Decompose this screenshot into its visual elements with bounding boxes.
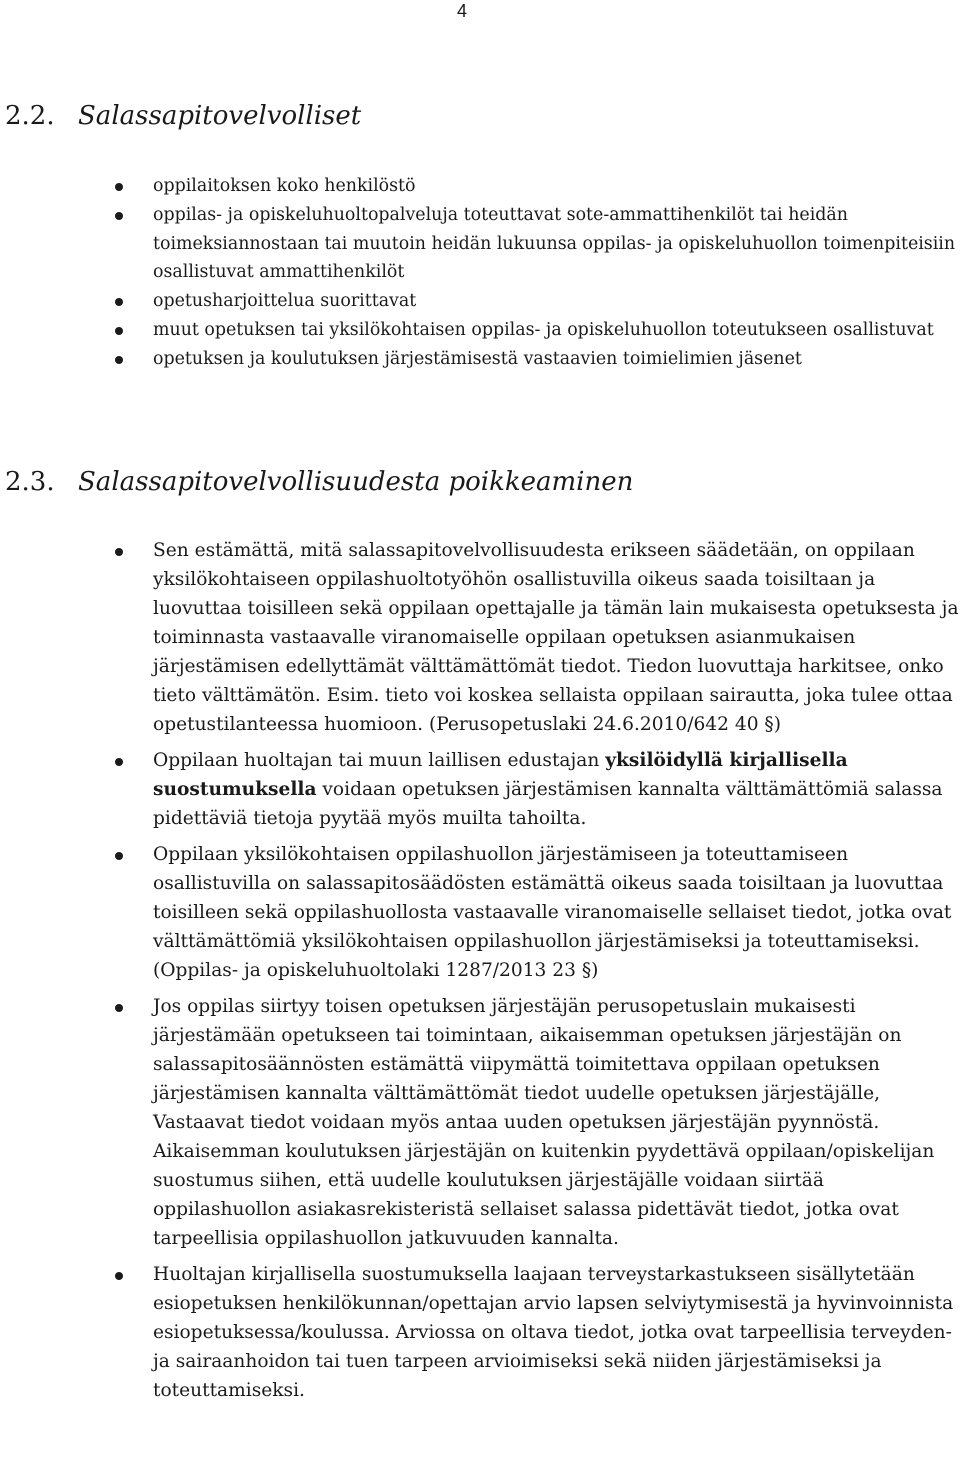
list-item-text: oppilas- ja opiskeluhuoltopalveluja toteuttavat sote-ammattihenkilöt tai heidän toimeksiannostaan tai muutoin heidän lukuunsa oppilas- ja opiskeluhuollon toimenpiteisiin osallistuvat ammattihenkilöt: [153, 204, 956, 283]
bullet-icon: [112, 316, 126, 345]
text-segment: voidaan opetuksen järjestämisen kannalta välttämättömiä salassa pidettäviä tietoja pyytää myös muilta tahoilta.: [153, 779, 943, 829]
section-number: 2.3.: [5, 467, 55, 497]
section-title: Salassapitovelvollisuudesta poikkeaminen: [78, 467, 634, 497]
list-item: [112, 172, 960, 201]
list-item: [112, 536, 960, 739]
bullet-icon: [112, 287, 126, 316]
list-item: [112, 201, 960, 287]
list-item: [112, 316, 960, 345]
list-item: [112, 1260, 960, 1405]
bullet-icon: [112, 992, 126, 1021]
list-item-text: muut opetuksen tai yksilökohtaisen oppilas- ja opiskeluhuollon toteutukseen osallistuvat: [153, 319, 934, 340]
bullet-icon: [112, 345, 126, 374]
confidentiality-exceptions-list: [112, 536, 960, 1405]
bullet-icon: [112, 536, 126, 565]
bullet-icon: [112, 1260, 126, 1289]
section-title: Salassapitovelvolliset: [78, 101, 362, 131]
list-item-text: Jos oppilas siirtyy toisen opetuksen järjestäjän perusopetuslain mukaisesti järjestämään opetukseen tai toimintaan, aikaisemman opetuksen järjestäjän on salassapitosäännösten estämättä viipymättä toimitettava oppilaan opetuksen järjestämisen kannalta välttämättömät tiedot uudelle opetuksen järjestäjälle, Vastaavat tiedot voidaan myös antaa uuden opetuksen järjestäjän pyynnöstä. Aikaisemman koulutuksen järjestäjän on kuitenkin pyydettävä oppilaan/opiskelijan suostumus siihen, että uudelle koulutuksen järjestäjälle voidaan siirtää oppilashuollon asiakasrekisteristä sellaiset salassa pidettävät tiedot, jotka ovat tarpeellisia oppilashuollon jatkuvuuden kannalta.: [153, 996, 935, 1249]
list-item-text: opetuksen ja koulutuksen järjestämisestä vastaavien toimielimien jäsenet: [153, 348, 802, 369]
emphasized-text: yksilöidyllä kirjallisella suostumuksella: [153, 750, 848, 800]
list-item: [112, 746, 960, 833]
list-item: [112, 345, 960, 374]
confidentiality-obligated-list: [112, 172, 960, 374]
bullet-icon: [112, 172, 126, 201]
section-heading-2-2: [5, 100, 361, 132]
list-item-text: Oppilaan yksilökohtaisen oppilashuollon järjestämiseen ja toteuttamiseen osallistuvilla on salassapitosäädösten estämättä oikeus saada toisiltaan ja luovuttaa toisilleen sekä oppilashuollosta vastaavalle viranomaiselle sellaiset tiedot, jotka ovat välttämättömiä yksilökohtaisen oppilashuollon järjestämiseksi ja toteuttamiseksi. (Oppilas- ja opiskeluhuoltolaki 1287/2013 23 §): [153, 844, 952, 981]
list-item-text: opetusharjoittelua suorittavat: [153, 291, 417, 312]
list-item: [112, 840, 960, 985]
list-item-text: [153, 750, 943, 829]
bullet-icon: [112, 201, 126, 230]
list-item-text: Huoltajan kirjallisella suostumuksella laajaan terveystarkastukseen sisällytetään esiopetuksen henkilökunnan/opettajan arvio lapsen selviytymisestä ja hyvinvoinnista esiopetuksessa/koulussa. Arviossa on oltava tiedot, jotka ovat tarpeellisia terveyden- ja sairaanhoidon tai tuen tarpeen arvioimiseksi sekä niiden järjestämiseksi ja toteuttamiseksi.: [153, 1264, 954, 1401]
list-item-text: Sen estämättä, mitä salassapitovelvollisuudesta erikseen säädetään, on oppilaan yksilökohtaiseen oppilashuoltotyöhön osallistuvilla oikeus saada toisiltaan ja luovuttaa toisilleen sekä oppilaan opettajalle ja tämän lain mukaisesta opetuksesta ja toiminnasta vastaavalle viranomaiselle oppilaan opetuksen asianmukaisen järjestämisen edellyttämät välttämättömät tiedot. Tiedon luovuttaja harkitsee, onko tieto välttämätön. Esim. tieto voi koskea sellaista oppilaan sairautta, joka tulee ottaa opetustilanteessa huomioon. (Perusopetuslaki 24.6.2010/642 40 §): [153, 540, 959, 735]
text-segment: Oppilaan huoltajan tai muun laillisen edustajan: [153, 750, 606, 771]
page-number: 4: [457, 1, 468, 21]
list-item: [112, 287, 960, 316]
bullet-icon: [112, 840, 126, 869]
section-heading-2-3: [5, 466, 633, 498]
section-number: 2.2.: [5, 101, 55, 131]
list-item: [112, 992, 960, 1253]
bullet-icon: [112, 746, 126, 775]
list-item-text: oppilaitoksen koko henkilöstö: [153, 176, 416, 196]
